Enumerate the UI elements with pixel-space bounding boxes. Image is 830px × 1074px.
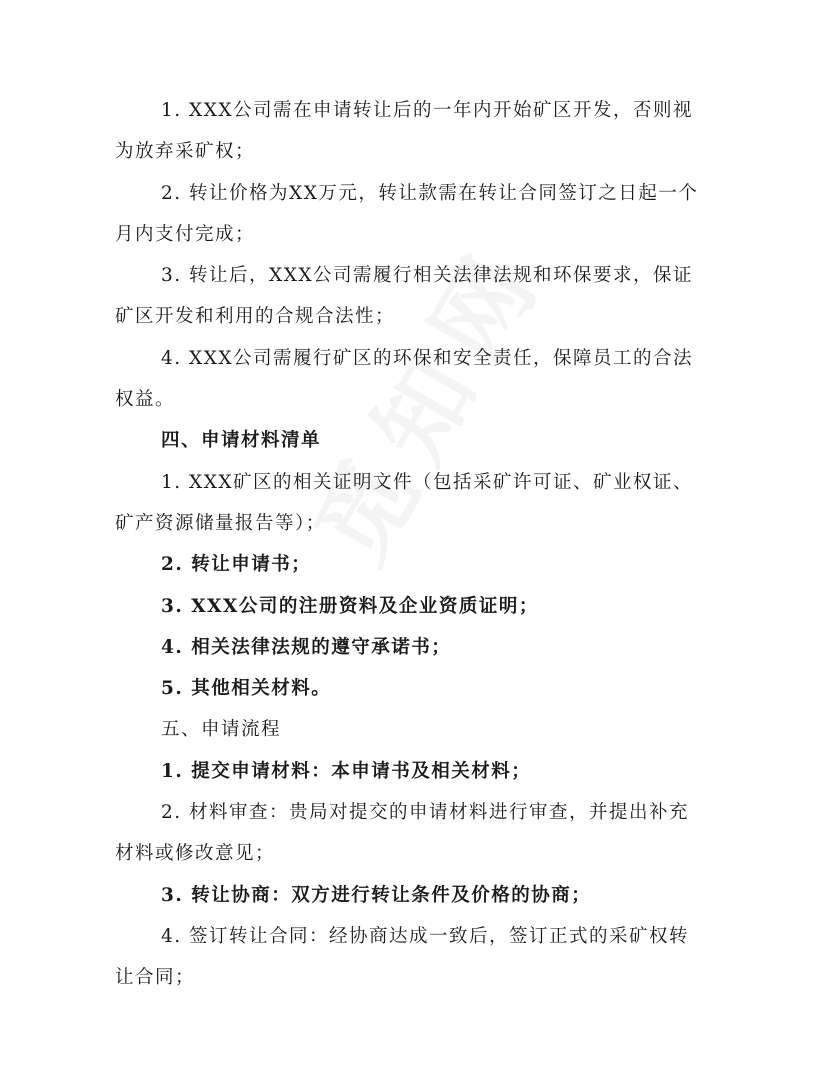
section-heading-materials: 四、申请材料清单 <box>161 430 322 452</box>
clause-4-text: 4. XXX公司需履行矿区的环保和安全责任，保障员工的合法权益。 <box>115 347 694 411</box>
process-step-2: 2. 材料审查：贵局对提交的申请材料进行审查，并提出补充材料或修改意见； <box>115 802 690 865</box>
material-item-4: 4. 相关法律法规的遵守承诺书； <box>161 636 452 658</box>
clause-3-text: 3. 转让后，XXX公司需履行相关法律法规和环保要求，保证矿区开发和利用的合规合法性； <box>115 265 694 328</box>
process-step-3: 3. 转让协商：双方进行转让条件及价格的协商； <box>161 884 592 906</box>
clause-1-text: 1. XXX公司需在申请转让后的一年内开始矿区开发，否则视为放弃采矿权； <box>115 100 694 163</box>
process-step-1: 1. 提交申请材料：本申请书及相关材料； <box>161 760 532 782</box>
section-heading-process: 五、申请流程 <box>161 719 282 741</box>
material-item-2: 2. 转让申请书； <box>161 554 312 576</box>
process-step-4: 4. 签订转让合同：经协商达成一致后，签订正式的采矿权转让合同； <box>115 925 690 989</box>
clause-2-text: 2. 转让价格为XX万元，转让款需在转让合同签订之日起一个月内支付完成； <box>115 182 699 245</box>
material-item-5: 5. 其他相关材料。 <box>161 678 332 700</box>
material-item-1: 1. XXX矿区的相关证明文件（包括采矿许可证、矿业权证、矿产资源储量报告等）； <box>115 471 694 534</box>
material-item-3: 3. XXX公司的注册资料及企业资质证明； <box>161 595 539 617</box>
document-page <box>115 90 707 999</box>
